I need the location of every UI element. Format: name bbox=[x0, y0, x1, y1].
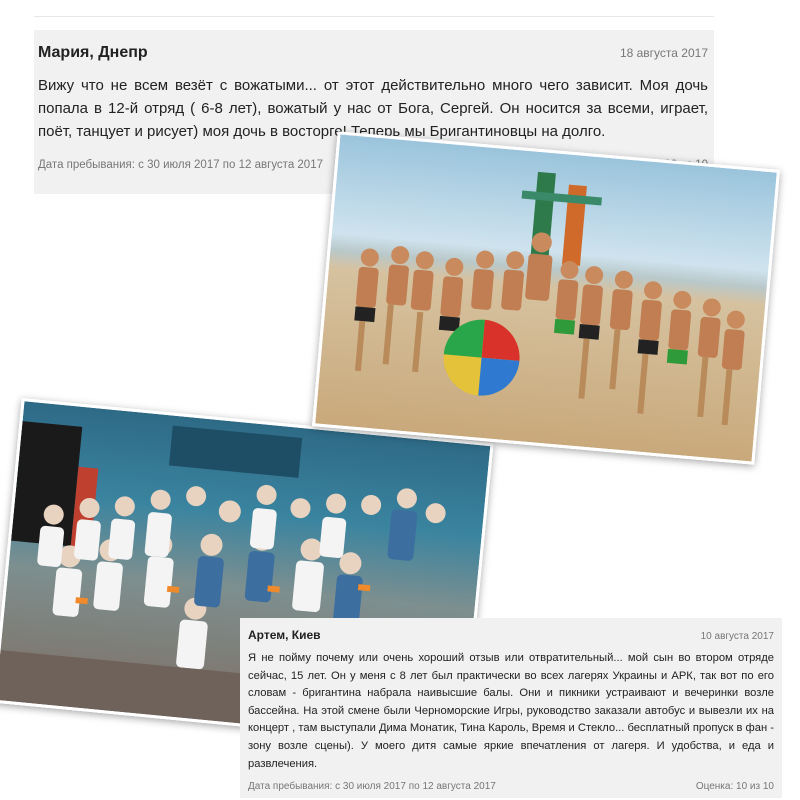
review-stay-dates: Дата пребывания: с 30 июля 2017 по 12 августа 2017 bbox=[248, 781, 496, 793]
divider bbox=[34, 16, 714, 17]
review-author: Артем, Киев bbox=[248, 628, 321, 642]
review-author: Мария, Днепр bbox=[38, 44, 148, 61]
review-card-2 bbox=[240, 618, 782, 798]
review-text: Я не пойму почему или очень хороший отзыв или отвратительный... мой сын во втором отряде сейчас, 15 лет. Он у меня с 8 лет был практически во всех лагерях Украины и АРК, так вот по его словам - бригантина набрала наивысшие балы. Они и пикники устраивают и вечеринки возле бассейна. На этой смене были Черноморские Игры, руководство заказали автобус и вывезли их на концерт , там выступали Дима Монатик, Тина Кароль, Время и Стекло... бесплатный пропуск в фан - зону возле сцены). У моего дитя самые яркие впечатления от лагеря. И удобства, и еда и развлечения. bbox=[248, 652, 774, 770]
review-date: 18 августа 2017 bbox=[619, 46, 708, 60]
beach-group-photo bbox=[312, 131, 780, 465]
review-text: Вижу что не всем везёт с вожатыми... от этот действительно много чего зависит. Моя дочь попала в 12-й отряд ( 6-8 лет), вожатый у нас от Бога, Сергей. Он носится за всеми, играет, поёт, танцует и рисует) моя дочь в восторге! Теперь мы Бригантиновцы на долго. bbox=[38, 77, 708, 140]
review-date: 10 августа 2017 bbox=[700, 631, 774, 642]
review-stay-dates: Дата пребывания: с 30 июля 2017 по 12 августа 2017 bbox=[38, 159, 323, 171]
review-rating: Оценка: 10 из 10 bbox=[695, 781, 774, 793]
